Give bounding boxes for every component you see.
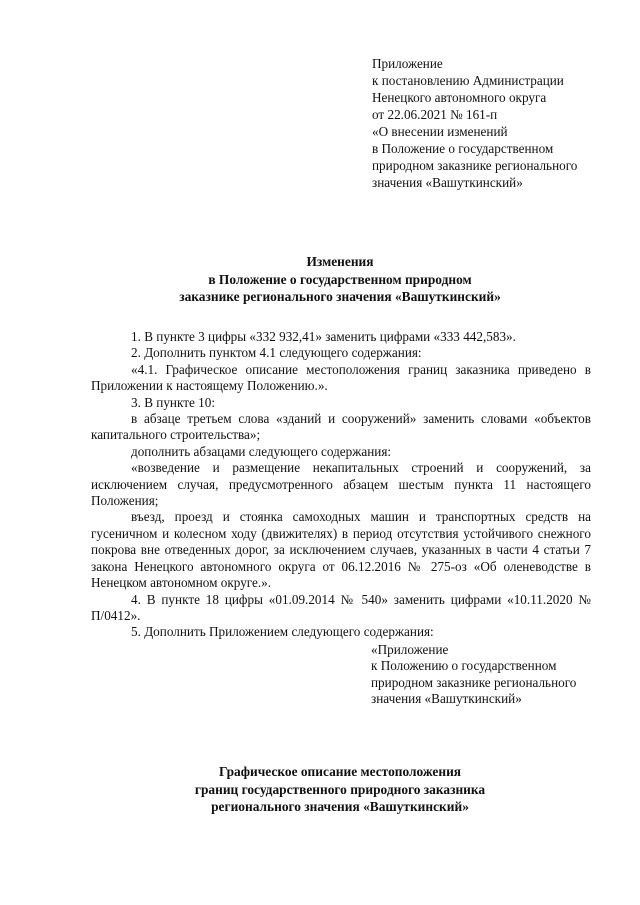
appendix-line: значения «Вашуткинский» <box>372 175 523 190</box>
appendix-line: от 22.06.2021 № 161-п <box>372 107 498 122</box>
sub-appendix-line: значения «Вашуткинский» <box>371 690 522 706</box>
document-title <box>90 253 590 306</box>
paragraph-5: в абзаце третьем слова «зданий и сооружений» заменить словами «объектов капитального строительства»; <box>91 411 591 443</box>
title-line: Изменения <box>306 254 374 269</box>
section-title <box>90 763 590 816</box>
document-body <box>91 329 591 707</box>
appendix-line: к постановлению Администрации <box>372 73 564 88</box>
section-title-line: границ государственного природного заказника <box>194 781 486 797</box>
appendix-line: природном заказнике регионального <box>372 158 578 173</box>
paragraph-4: 3. В пункте 10: <box>131 394 215 410</box>
paragraph-7: «возведение и размещение некапитальных строений и сооружений, за исключением случая, предусмотренного абзацем шестым пункта 11 настоящего Положения; <box>91 460 591 509</box>
appendix-header <box>372 55 622 191</box>
sub-appendix-line: «Приложение <box>371 641 449 657</box>
paragraph-6: дополнить абзацами следующего содержания: <box>131 443 392 459</box>
section-title-line: Графическое описание местоположения <box>218 764 462 779</box>
appendix-line: «О внесении изменений <box>372 124 508 139</box>
sub-appendix-line: природном заказнике регионального <box>371 674 577 690</box>
paragraph-10: 5. Дополнить Приложением следующего содержания: <box>131 624 434 640</box>
sub-appendix-line: к Положению о государственном <box>371 658 557 674</box>
sub-appendix-header <box>371 642 591 708</box>
paragraph-9: 4. В пункте 18 цифры «01.09.2014 № 540» заменить цифрами «10.11.2020 № П/0412». <box>91 591 591 623</box>
appendix-line: Ненецкого автономного округа <box>372 90 547 105</box>
title-line: в Положение о государственном природном <box>208 271 472 287</box>
paragraph-2: 2. Дополнить пунктом 4.1 следующего содержания: <box>131 345 422 361</box>
section-title-line: регионального значения «Вашуткинский» <box>211 799 469 814</box>
appendix-line: в Положение о государственном <box>372 141 554 156</box>
paragraph-8: въезд, проезд и стоянка самоходных машин и транспортных средств на гусеничном и колесном ходу (движителях) в период отсутствия устойчивого снежного покрова вне отведенных дорог, за исключением случаев, указанных в части 4 статьи 7 закона Ненецкого автономного округа от 06.12.2016 № 275-оз «Об оленеводстве в Ненецком автономном округе.». <box>91 509 591 591</box>
title-line: заказнике регионального значения «Вашуткинский» <box>179 289 501 304</box>
paragraph-1: 1. В пункте 3 цифры «332 932,41» заменить цифрами «333 442,583». <box>131 329 516 344</box>
appendix-line: Приложение <box>372 56 443 71</box>
paragraph-3: «4.1. Графическое описание местоположения границ заказника приведено в Приложении к настоящему Положению.». <box>91 361 591 394</box>
